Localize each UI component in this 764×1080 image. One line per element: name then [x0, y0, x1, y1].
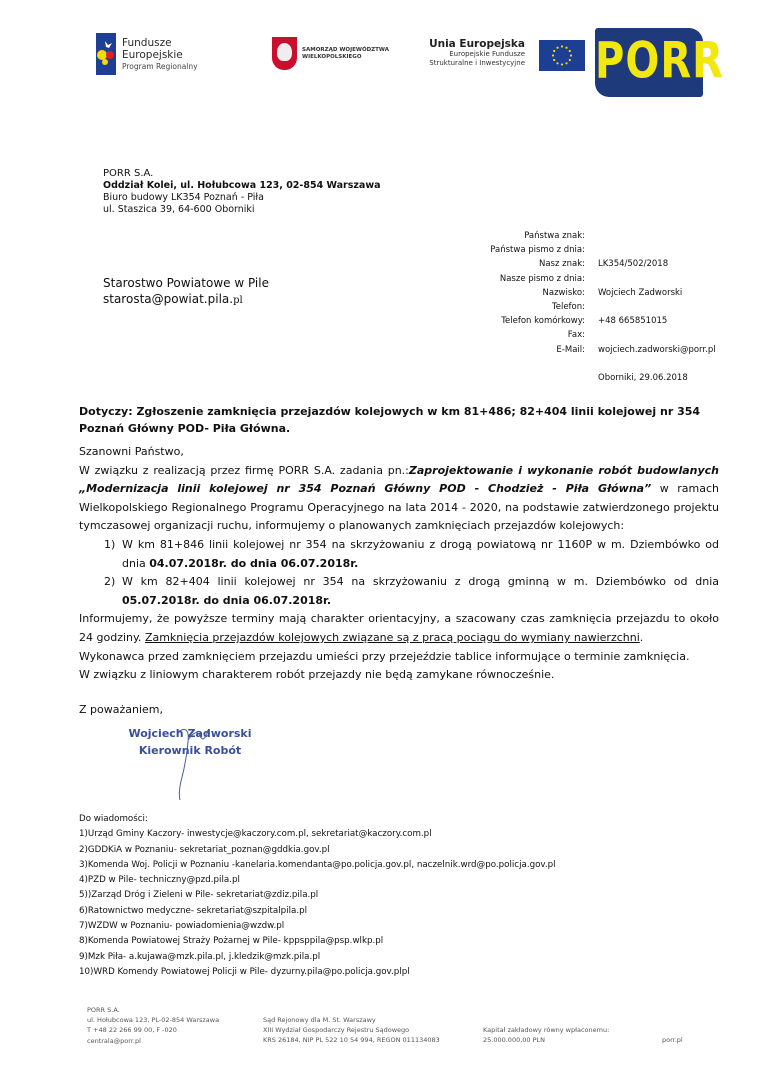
salutation: Szanowni Państwo, [79, 445, 184, 458]
footer-line: XIII Wydział Gospodarczy Rejestru Sądowego [263, 1026, 410, 1035]
eu-star-icon [565, 62, 567, 64]
intro-before: W związku z realizacją przez firmę PORR S.A. zadania pn.: [79, 463, 409, 477]
reference-label: Nazwisko: [542, 287, 585, 298]
closure-text: W km 82+404 linii kolejowej nr 354 na skrzyżowaniu z drogą gminną w m. Dziembówko od dnia [122, 575, 719, 589]
sender-company: PORR S.A. [103, 168, 154, 179]
intro-after: w ramach Wielkopolskiego Regionalnego Programu Operacyjnego na lata 2014 - 2020, na podstawie zatwierdzonego projektu tymczasowej organizacji ruchu, informujemy o planowanych zamknięciach przejazdów kolejowych: [79, 482, 720, 533]
eu-star-icon [565, 47, 567, 49]
wlk-line1: SAMORZĄD WOJEWÓDZTWA [302, 47, 389, 53]
reference-label: Nasz znak: [538, 259, 585, 270]
eu-title: Unia Europejska [429, 38, 525, 50]
closure-to: 06.07.2018r. [280, 556, 359, 570]
reference-value: wojciech.zadworski@porr.pl [598, 344, 716, 355]
closure-from: 05.07.2018r. [122, 593, 200, 607]
reference-value: LK354/502/2018 [598, 259, 669, 270]
reference-label: E-Mail: [556, 344, 585, 355]
reference-label: Telefon: [551, 301, 585, 312]
reference-value: Wojciech Zadworski [598, 287, 683, 298]
distribution-item: 9)Mzk Piła- a.kujawa@mzk.pila.pl, j.kledzik@mzk.pila.pl [79, 951, 321, 962]
wielkopolska-logo [272, 37, 432, 73]
linear-paragraph: W związku z liniowym charakterem robót przejazdy nie będą zamykane równocześnie. [79, 668, 555, 682]
fe-line2: Europejskie [122, 49, 183, 61]
distribution-item: 4)PZD w Pile- techniczny@pzd.pila.pl [79, 875, 240, 886]
info-before: Informujemy, że powyższe terminy mają charakter orientacyjny, a szacowany czas zamknięcia przejazdu to około 24 godziny. [79, 612, 719, 644]
task-name: Zaprojektowanie i wykonanie robót budowlanych „Modernizacja linii kolejowej nr 354 Poznań Główny POD - Chodzież - Piła Główna” [79, 463, 719, 496]
sender-office: Biuro budowy LK354 Poznań - Piła [103, 192, 264, 203]
reference-label: Państwa znak: [524, 231, 585, 241]
eu-star-icon [556, 62, 558, 64]
sender-address: ul. Staszica 39, 64-600 Oborniki [103, 204, 255, 215]
contractor-paragraph: Wykonawca przed zamknięciem przejazdu umieści przy przejeździe tablice informujące o terminie zamknięcia. [79, 649, 690, 663]
footer-line: PORR S.A. [87, 1006, 120, 1014]
recipient-email [103, 291, 269, 309]
footer-line: KRS 26184, NIP PL 522 10 54 994, REGON 011134083 [263, 1036, 440, 1045]
reference-value: +48 665851015 [598, 316, 668, 327]
place-date: Oborniki, 29.06.2018 [598, 373, 688, 383]
closure-mid: do dnia [226, 556, 281, 570]
sender-block [103, 168, 381, 216]
intro-paragraph [79, 462, 719, 536]
porr-logo-text: PORR [595, 32, 724, 90]
distribution-header: Do wiadomości: [79, 814, 148, 824]
eu-sub2: Strukturalne i Inwestycyjne [429, 59, 525, 67]
footer-line: Sąd Rejonowy dla M. St. Warszawy [263, 1016, 376, 1024]
footer-line: ul. Hołubcowa 123, PL-02-854 Warszawa [87, 1016, 220, 1025]
footer-website[interactable]: porr.pl [662, 1036, 683, 1044]
eu-star-icon [569, 50, 571, 52]
eu-star-icon [553, 50, 555, 52]
fundusze-europejskie-logo [96, 33, 206, 78]
closure-item [79, 536, 719, 573]
info-underlined: Zamknięcia przejazdów kolejowych związane są z pracą pociągu do wymiany nawierzchni [144, 630, 640, 644]
fe-line1: Fundusze [122, 37, 172, 49]
eu-star-icon [569, 59, 571, 61]
closing: Z poważaniem, [79, 703, 164, 716]
wlk-line2: WIELKOPOLSKIEGO [302, 54, 362, 60]
distribution-list [79, 812, 556, 980]
distribution-item: 1)Urząd Gminy Kaczory- inwestycje@kaczory.com.pl, sekretariat@kaczory.com.pl [79, 829, 432, 840]
distribution-item: 10)WRD Komendy Powiatowej Policji w Pile- dyzurny.pila@po.policja.gov.plpl [79, 966, 410, 977]
eu-flag-icon [539, 40, 585, 71]
reference-label: Telefon komórkowy: [501, 316, 585, 327]
reference-label: Nasze pismo z dnia: [499, 273, 585, 284]
eu-sub1: Europejskie Fundusze [449, 50, 525, 58]
distribution-item: 7)WZDW w Poznaniu- powiadomienia@wzdw.pl [79, 921, 285, 932]
footer-capital [483, 1025, 609, 1045]
footer-line: Kapitał zakładowy równy wpłaconemu: [483, 1026, 610, 1034]
recipient-email-tld: pl [233, 295, 243, 306]
eu-logo [429, 38, 585, 78]
closures-list [79, 536, 719, 610]
signature-name: Wojciech Zadworski [128, 727, 252, 740]
distribution-item: 8)Komenda Powiatowej Straży Pożarnej w Pile- kppsppila@psp.wlkp.pl [79, 936, 384, 947]
distribution-item: 5))Zarząd Dróg i Zieleni w Pile- sekretariat@zdiz.pila.pl [79, 890, 319, 901]
footer-company [87, 1005, 219, 1046]
signature-title: Kierownik Robót [138, 744, 242, 757]
reference-label: Fax: [567, 330, 585, 341]
recipient-name: Starostwo Powiatowe w Pile [103, 276, 269, 290]
fe-flag-icon [96, 33, 116, 75]
closure-to: 06.07.2018r. [253, 593, 332, 607]
closure-mid: do dnia [199, 593, 254, 607]
distribution-item: 6)Ratownictwo medyczne- sekretariat@szpitalpila.pl [79, 905, 308, 916]
reference-label: Państwa pismo z dnia: [490, 245, 585, 256]
info-paragraph [79, 610, 719, 647]
sender-branch: Oddział Kolei, ul. Hołubcowa 123, 02-854 Warszawa [103, 180, 381, 191]
closure-text: W km 81+846 linii kolejowej nr 354 na skrzyżowaniu z drogą powiatową nr 1160P w m. Dziembówko od dnia [122, 537, 719, 570]
closure-from: 04.07.2018r. [149, 556, 227, 570]
porr-logo [595, 28, 724, 97]
eu-star-icon [561, 45, 563, 47]
info-after: . [639, 630, 644, 644]
eu-star-icon [553, 59, 555, 61]
subject: Dotyczy: Zgłoszenie zamknięcia przejazdów kolejowych w km 81+486; 82+404 linii kolejowej nr 354 Poznań Główny POD- Piła Główna. [79, 405, 701, 435]
eu-star-icon [556, 47, 558, 49]
closure-item [79, 573, 719, 610]
recipient-block [103, 275, 269, 309]
eu-star-icon [561, 63, 563, 65]
eu-star-icon [552, 54, 554, 56]
eagle-shield-icon [272, 37, 297, 70]
fe-line3: Program Regionalny [122, 62, 198, 71]
distribution-item: 2)GDDKiA w Poznaniu- sekretariat_poznan@gddkia.gov.pl [79, 844, 330, 855]
distribution-item: 3)Komenda Woj. Policji w Poznaniu -kanelaria.komendanta@po.policja.gov.pl, naczelnik.wrd@po.policja.gov.pl [79, 859, 556, 870]
letter-body [79, 443, 719, 685]
footer-line: T +48 22 266 99 00, F -020 [87, 1026, 177, 1035]
footer-court [263, 1015, 440, 1046]
footer-line: 25.000.000,00 PLN [483, 1036, 546, 1045]
recipient-email-main: starosta@powiat.pila. [103, 292, 234, 306]
closure-num: 2) [104, 575, 116, 589]
closure-num: 1) [104, 537, 116, 551]
handwritten-signature-icon [160, 722, 220, 802]
eu-star-icon [570, 54, 572, 56]
footer-line: centrala@porr.pl [87, 1036, 141, 1045]
